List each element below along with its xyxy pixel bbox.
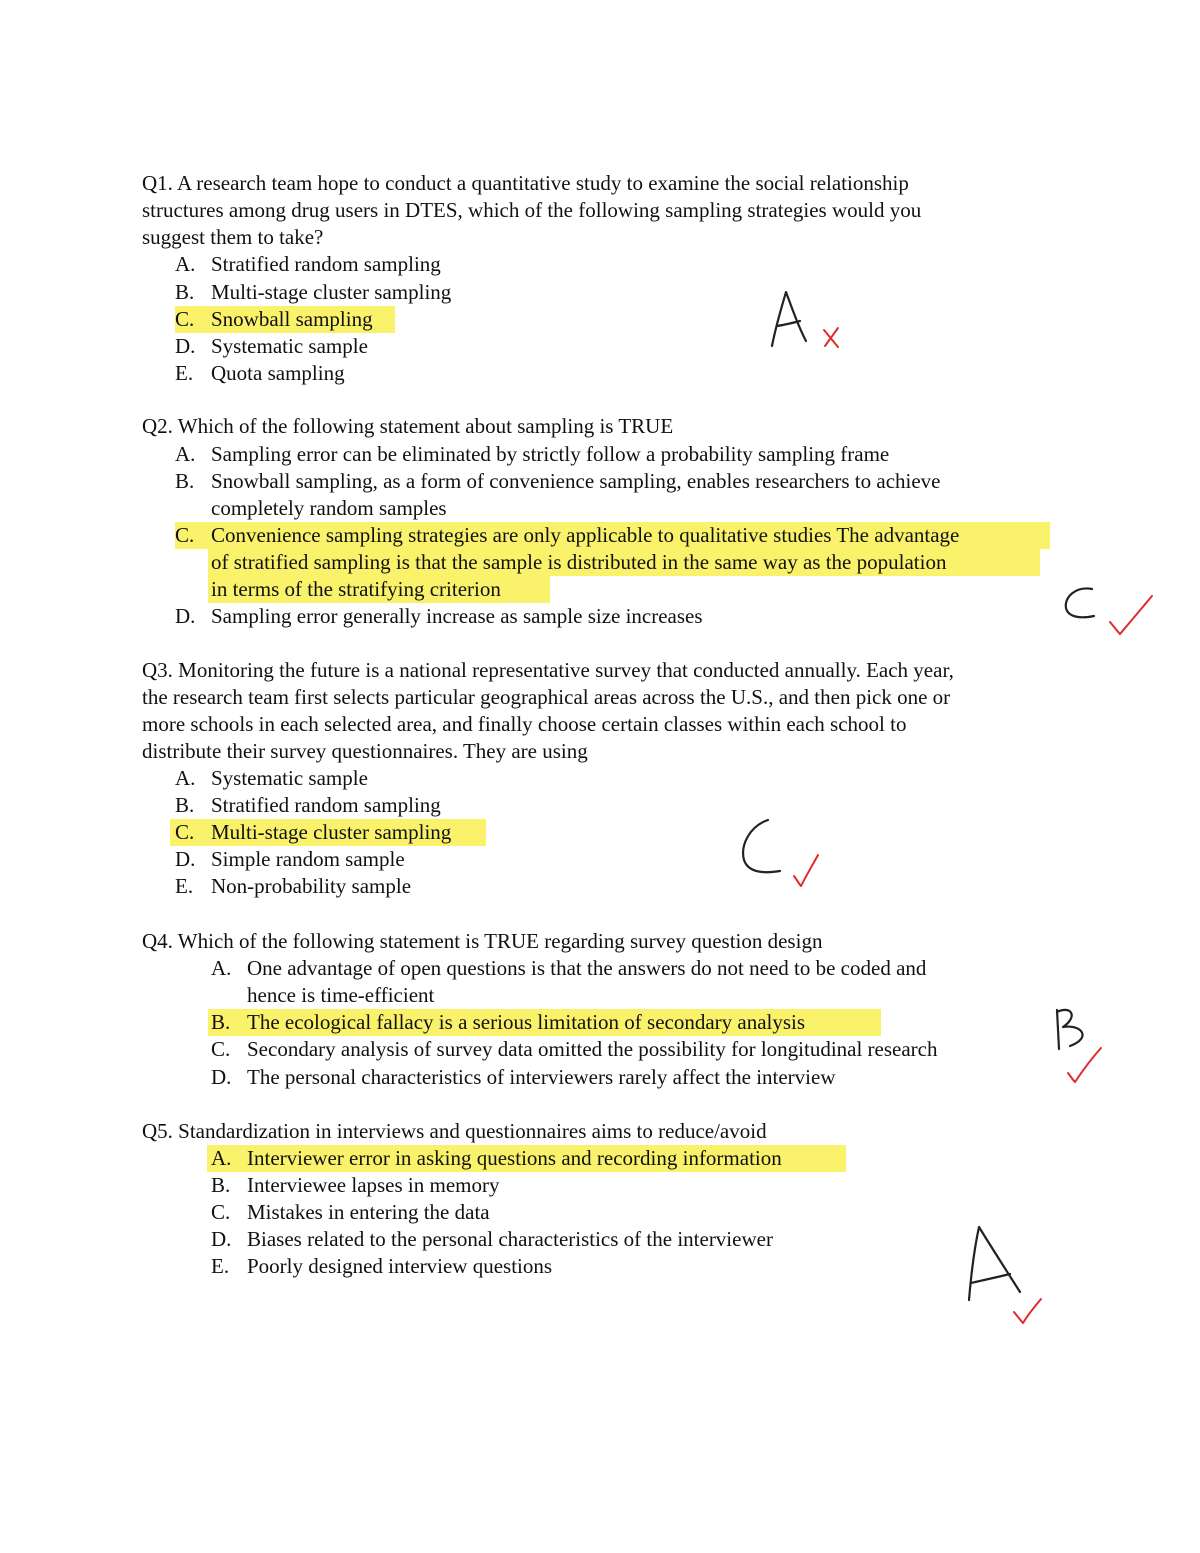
option-text: Quota sampling: [211, 361, 345, 385]
handwritten-answer-q3: [743, 820, 780, 872]
check-mark-icon: [1110, 596, 1152, 634]
option-text-highlighted: Convenience sampling strategies are only applicable to qualitative studies The advantage: [211, 523, 960, 547]
option-letter: B.: [175, 280, 195, 304]
question-2-stem-line: Q2. Which of the following statement about sampling is TRUE: [142, 414, 674, 438]
option-letter: A.: [175, 442, 196, 466]
question-1-stem-line: Q1. A research team hope to conduct a quantitative study to examine the social relationship: [142, 171, 909, 195]
question-4-stem-line: Q4. Which of the following statement is TRUE regarding survey question design: [142, 929, 823, 953]
question-1-stem-line: suggest them to take?: [142, 225, 324, 249]
option-text: Systematic sample: [211, 334, 368, 358]
question-3-stem-line: the research team first selects particular geographical areas across the U.S., and then pick one or: [142, 685, 951, 709]
option-text: Stratified random sampling: [211, 252, 441, 276]
option-text: Multi-stage cluster sampling: [211, 280, 452, 304]
option-letter: B.: [175, 469, 195, 493]
option-letter: B.: [175, 793, 195, 817]
option-letter: A.: [211, 956, 232, 980]
option-text: Sampling error can be eliminated by strictly follow a probability sampling frame: [211, 442, 890, 466]
option-text: hence is time-efficient: [247, 983, 435, 1007]
option-text: Secondary analysis of survey data omitted the possibility for longitudinal research: [247, 1037, 938, 1061]
question-3-stem-line: Q3. Monitoring the future is a national representative survey that conducted annually. Each year,: [142, 658, 954, 682]
question-1-stem-line: structures among drug users in DTES, which of the following sampling strategies would you: [142, 198, 922, 222]
option-text: Simple random sample: [211, 847, 405, 871]
option-text: Stratified random sampling: [211, 793, 441, 817]
option-text: Systematic sample: [211, 766, 368, 790]
option-text-highlighted: Multi-stage cluster sampling: [211, 820, 452, 844]
option-letter: C.: [211, 1200, 231, 1224]
option-text: Sampling error generally increase as sample size increases: [211, 604, 703, 628]
option-letter: E.: [175, 361, 194, 385]
check-mark-icon: [1014, 1299, 1041, 1323]
option-letter: E.: [175, 874, 194, 898]
handwritten-answer-q4: [1057, 1010, 1083, 1049]
handwritten-answer-q2: [1066, 588, 1094, 617]
option-text-highlighted: in terms of the stratifying criterion: [211, 577, 501, 601]
option-letter: A.: [175, 766, 196, 790]
option-letter: D.: [211, 1065, 232, 1089]
option-text-highlighted: of stratified sampling is that the sample is distributed in the same way as the population: [211, 550, 947, 574]
option-letter: E.: [211, 1254, 230, 1278]
option-text: One advantage of open questions is that the answers do not need to be coded and: [247, 956, 927, 980]
check-mark-icon: [1068, 1048, 1101, 1082]
option-letter: D.: [211, 1227, 232, 1251]
option-text: Interviewee lapses in memory: [247, 1173, 500, 1197]
question-3-stem-line: more schools in each selected area, and finally choose certain classes within each school to: [142, 712, 907, 736]
option-text: Poorly designed interview questions: [247, 1254, 553, 1278]
option-letter: D.: [175, 334, 196, 358]
option-text-highlighted: Snowball sampling: [211, 307, 373, 331]
option-text-highlighted: The ecological fallacy is a serious limitation of secondary analysis: [247, 1010, 806, 1034]
option-letter: C.: [175, 820, 195, 844]
option-text-highlighted: Interviewer error in asking questions and recording information: [247, 1146, 782, 1170]
option-text: completely random samples: [211, 496, 447, 520]
option-letter: C.: [175, 523, 195, 547]
question-3-stem-line: distribute their survey questionnaires. They are using: [142, 739, 588, 763]
option-text: Mistakes in entering the data: [247, 1200, 490, 1224]
option-letter: A.: [175, 252, 196, 276]
option-letter: B.: [211, 1010, 231, 1034]
option-text: Non-probability sample: [211, 874, 412, 898]
option-text: The personal characteristics of interviewers rarely affect the interview: [247, 1065, 836, 1089]
handwritten-answer-q5: [969, 1227, 1020, 1300]
check-mark-icon: [794, 855, 818, 886]
question-5-stem-line: Q5. Standardization in interviews and questionnaires aims to reduce/avoid: [142, 1119, 767, 1143]
option-letter: D.: [175, 847, 196, 871]
option-text: Biases related to the personal characteristics of the interviewer: [247, 1227, 773, 1251]
option-letter: D.: [175, 604, 196, 628]
option-letter: A.: [211, 1146, 232, 1170]
option-text: Snowball sampling, as a form of convenience sampling, enables researchers to achieve: [211, 469, 941, 493]
option-letter: C.: [175, 307, 195, 331]
cross-mark-icon: [824, 328, 838, 347]
option-letter: C.: [211, 1037, 231, 1061]
handwritten-answer-q1: [772, 292, 806, 346]
option-letter: B.: [211, 1173, 231, 1197]
